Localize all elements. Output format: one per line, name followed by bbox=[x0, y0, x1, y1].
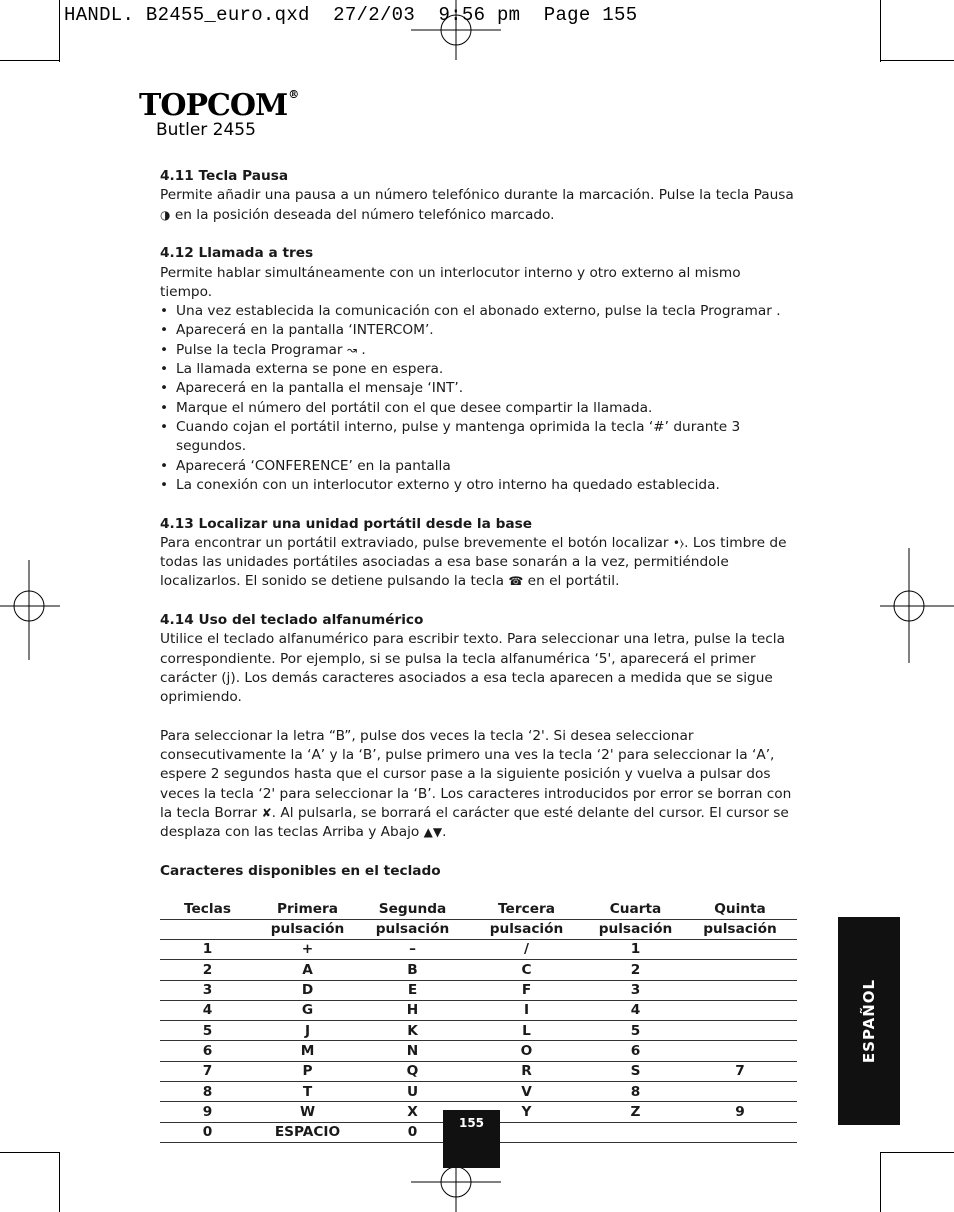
table-row bbox=[160, 1041, 797, 1061]
column-header: Quinta bbox=[714, 900, 766, 917]
table-cell bbox=[683, 1082, 797, 1102]
registration-mark-top bbox=[411, 0, 501, 60]
table-cell: 3 bbox=[160, 980, 255, 1000]
list-item: • Una vez establecida la comunicación con el abonado externo, pulse la tecla Programar . bbox=[160, 302, 797, 321]
table-cell: P bbox=[255, 1061, 360, 1081]
table-cell: 6 bbox=[160, 1041, 255, 1061]
table-cell: B bbox=[360, 960, 465, 980]
table-cell: 1 bbox=[588, 939, 683, 959]
table-header-row bbox=[160, 919, 797, 939]
table-row bbox=[160, 939, 797, 959]
language-label: ESPAÑOL bbox=[860, 978, 878, 1064]
section-alphanumeric-keypad bbox=[160, 611, 797, 843]
model-name: Butler 2455 bbox=[156, 120, 256, 140]
table-cell: F bbox=[465, 980, 588, 1000]
column-header: Primera bbox=[276, 900, 338, 917]
table-cell: J bbox=[255, 1021, 360, 1041]
table-cell: 9 bbox=[160, 1102, 255, 1122]
column-subheader: pulsación bbox=[360, 919, 465, 939]
table-cell: D bbox=[255, 980, 360, 1000]
list-item: • Aparecerá en la pantalla el mensaje ‘INT’. bbox=[160, 379, 797, 398]
table-cell: Y bbox=[465, 1102, 588, 1122]
table-cell: G bbox=[255, 1000, 360, 1020]
language-tab bbox=[838, 917, 900, 1125]
paragraph: Para encontrar un portátil extraviado, pulse brevemente el botón localizar •⧽. Los timbre de todas las unidades portátiles asociadas a esa base sonarán a la vez, permitiéndole localizarlos. El sonido se detiene pulsando la tecla ☎ en el portátil. bbox=[160, 534, 797, 592]
column-header: Segunda bbox=[378, 900, 447, 917]
column-subheader: pulsación bbox=[465, 919, 588, 939]
column-subheader bbox=[160, 919, 255, 939]
table-cell: – bbox=[360, 939, 465, 959]
table-cell: 7 bbox=[160, 1061, 255, 1081]
table-cell: I bbox=[465, 1000, 588, 1020]
table-cell: 8 bbox=[588, 1082, 683, 1102]
table-row bbox=[160, 1021, 797, 1041]
list-item: • Marque el número del portátil con el que desee compartir la llamada. bbox=[160, 399, 797, 418]
table-cell: 9 bbox=[683, 1102, 797, 1122]
list-item: • Pulse la tecla Programar ↝ . bbox=[160, 341, 797, 360]
table-cell: 1 bbox=[160, 939, 255, 959]
bullet-list bbox=[160, 302, 797, 495]
column-header: Teclas bbox=[184, 900, 231, 917]
table-cell bbox=[683, 1041, 797, 1061]
table-cell bbox=[683, 1000, 797, 1020]
table-cell bbox=[683, 1122, 797, 1142]
hangup-icon: ☎ bbox=[508, 574, 524, 589]
column-subheader: pulsación bbox=[255, 919, 360, 939]
table-row bbox=[160, 1082, 797, 1102]
table-cell: S bbox=[588, 1061, 683, 1081]
table-cell: / bbox=[465, 939, 588, 959]
section-three-way-call bbox=[160, 244, 797, 495]
table-cell: 3 bbox=[588, 980, 683, 1000]
column-subheader: pulsación bbox=[683, 919, 797, 939]
keypad-characters-table bbox=[160, 899, 797, 1143]
table-row bbox=[160, 960, 797, 980]
table-cell: T bbox=[255, 1082, 360, 1102]
section-title: 4.11 Tecla Pausa bbox=[160, 168, 289, 184]
table-cell bbox=[683, 980, 797, 1000]
table-row bbox=[160, 980, 797, 1000]
table-cell: E bbox=[360, 980, 465, 1000]
pause-icon: ◑ bbox=[160, 207, 171, 222]
section-pause bbox=[160, 167, 797, 225]
paragraph: Permite añadir una pausa a un número telefónico durante la marcación. Pulse la tecla Pausa ◑ en la posición deseada del número telefónico marcado. bbox=[160, 186, 797, 225]
table-cell: 4 bbox=[588, 1000, 683, 1020]
paragraph: Para seleccionar la letra “B”, pulse dos veces la tecla ‘2'. Si desea seleccionar consecutivamente la ‘A’ y la ‘B’, pulse primero una ves la tecla ‘2' para seleccionar la ‘A’, espere 2 segundos hasta que el cursor pase a la siguiente posición y vuelva a pulsar dos veces la tecla ‘2' para seleccionar la ‘B’. Los caracteres introducidos por error se borran con la tecla Borrar ✘. Al pulsarla, se borrará el carácter que esté delante del cursor. El cursor se desplaza con las teclas Arriba y Abajo ▲▼. bbox=[160, 727, 797, 843]
table-cell: + bbox=[255, 939, 360, 959]
table-cell: O bbox=[465, 1041, 588, 1061]
table-cell: A bbox=[255, 960, 360, 980]
table-cell: W bbox=[255, 1102, 360, 1122]
table-cell: 8 bbox=[160, 1082, 255, 1102]
column-subheader: pulsación bbox=[588, 919, 683, 939]
table-cell: X bbox=[360, 1102, 465, 1122]
table-cell bbox=[683, 960, 797, 980]
list-item: • La conexión con un interlocutor externo y otro interno ha quedado establecida. bbox=[160, 476, 797, 495]
table-cell: Z bbox=[588, 1102, 683, 1122]
table-cell: M bbox=[255, 1041, 360, 1061]
page-icon: •⧽ bbox=[672, 535, 685, 550]
table-cell: 2 bbox=[160, 960, 255, 980]
column-header: Cuarta bbox=[609, 900, 662, 917]
table-cell: 5 bbox=[160, 1021, 255, 1041]
paragraph: Permite hablar simultáneamente con un interlocutor interno y otro externo al mismo tiempo. bbox=[160, 264, 741, 300]
table-cell: K bbox=[360, 1021, 465, 1041]
table-row bbox=[160, 1061, 797, 1081]
table-cell bbox=[683, 939, 797, 959]
topcom-logo: TOPCOM® bbox=[139, 88, 299, 123]
table-cell: H bbox=[360, 1000, 465, 1020]
list-item: • La llamada externa se pone en espera. bbox=[160, 360, 797, 379]
table-cell: 4 bbox=[160, 1000, 255, 1020]
page-number: 155 bbox=[458, 1116, 485, 1130]
table-cell: 6 bbox=[588, 1041, 683, 1061]
section-title: 4.14 Uso del teclado alfanumérico bbox=[160, 612, 424, 629]
table-cell: L bbox=[465, 1021, 588, 1041]
table-cell: V bbox=[465, 1082, 588, 1102]
table-cell: 5 bbox=[588, 1021, 683, 1041]
section-title: 4.12 Llamada a tres bbox=[160, 245, 314, 262]
table-title: Caracteres disponibles en el teclado bbox=[160, 863, 441, 880]
table-cell: 7 bbox=[683, 1061, 797, 1081]
table-header-row bbox=[160, 899, 797, 919]
list-item: • Cuando cojan el portátil interno, pulse y mantenga oprimida la tecla ‘#’ durante 3 segundos. bbox=[160, 418, 797, 457]
table-cell: 0 bbox=[160, 1122, 255, 1142]
table-cell: 2 bbox=[588, 960, 683, 980]
table-cell: U bbox=[360, 1082, 465, 1102]
list-item: • Aparecerá ‘CONFERENCE’ en la pantalla bbox=[160, 457, 797, 476]
table-cell: 0 bbox=[360, 1122, 465, 1142]
table-cell: Q bbox=[360, 1061, 465, 1081]
section-page-handset bbox=[160, 515, 797, 592]
print-header: HANDL. B2455_euro.qxd 27/2/03 9:56 pm Page 155 bbox=[64, 4, 638, 26]
paragraph: Utilice el teclado alfanumérico para escribir texto. Para seleccionar una letra, pulse la tecla correspondiente. Por ejemplo, si se pulsa la tecla alfanumérica ‘5', aparecerá el primer carácter (j). Los demás caracteres asociados a esa tecla aparecen a medida que se sigue oprimiendo. bbox=[160, 631, 785, 706]
table-cell: ESPACIO bbox=[255, 1122, 360, 1142]
list-item: • Aparecerá en la pantalla ‘INTERCOM’. bbox=[160, 321, 797, 340]
page-number-box bbox=[443, 1110, 500, 1168]
table-row bbox=[160, 1000, 797, 1020]
delete-icon: ✘ bbox=[261, 806, 272, 821]
registration-mark-right bbox=[880, 548, 954, 663]
table-cell: R bbox=[465, 1061, 588, 1081]
table-cell: N bbox=[360, 1041, 465, 1061]
registration-mark-left bbox=[0, 560, 60, 670]
table-cell bbox=[683, 1021, 797, 1041]
table-cell bbox=[588, 1122, 683, 1142]
program-icon: ↝ bbox=[346, 342, 357, 357]
up-down-arrows-icon: ▲▼ bbox=[423, 825, 443, 840]
column-header: Tercera bbox=[498, 900, 555, 917]
section-title: 4.13 Localizar una unidad portátil desde la base bbox=[160, 515, 533, 532]
table-cell: C bbox=[465, 960, 588, 980]
document-body bbox=[160, 167, 797, 1143]
